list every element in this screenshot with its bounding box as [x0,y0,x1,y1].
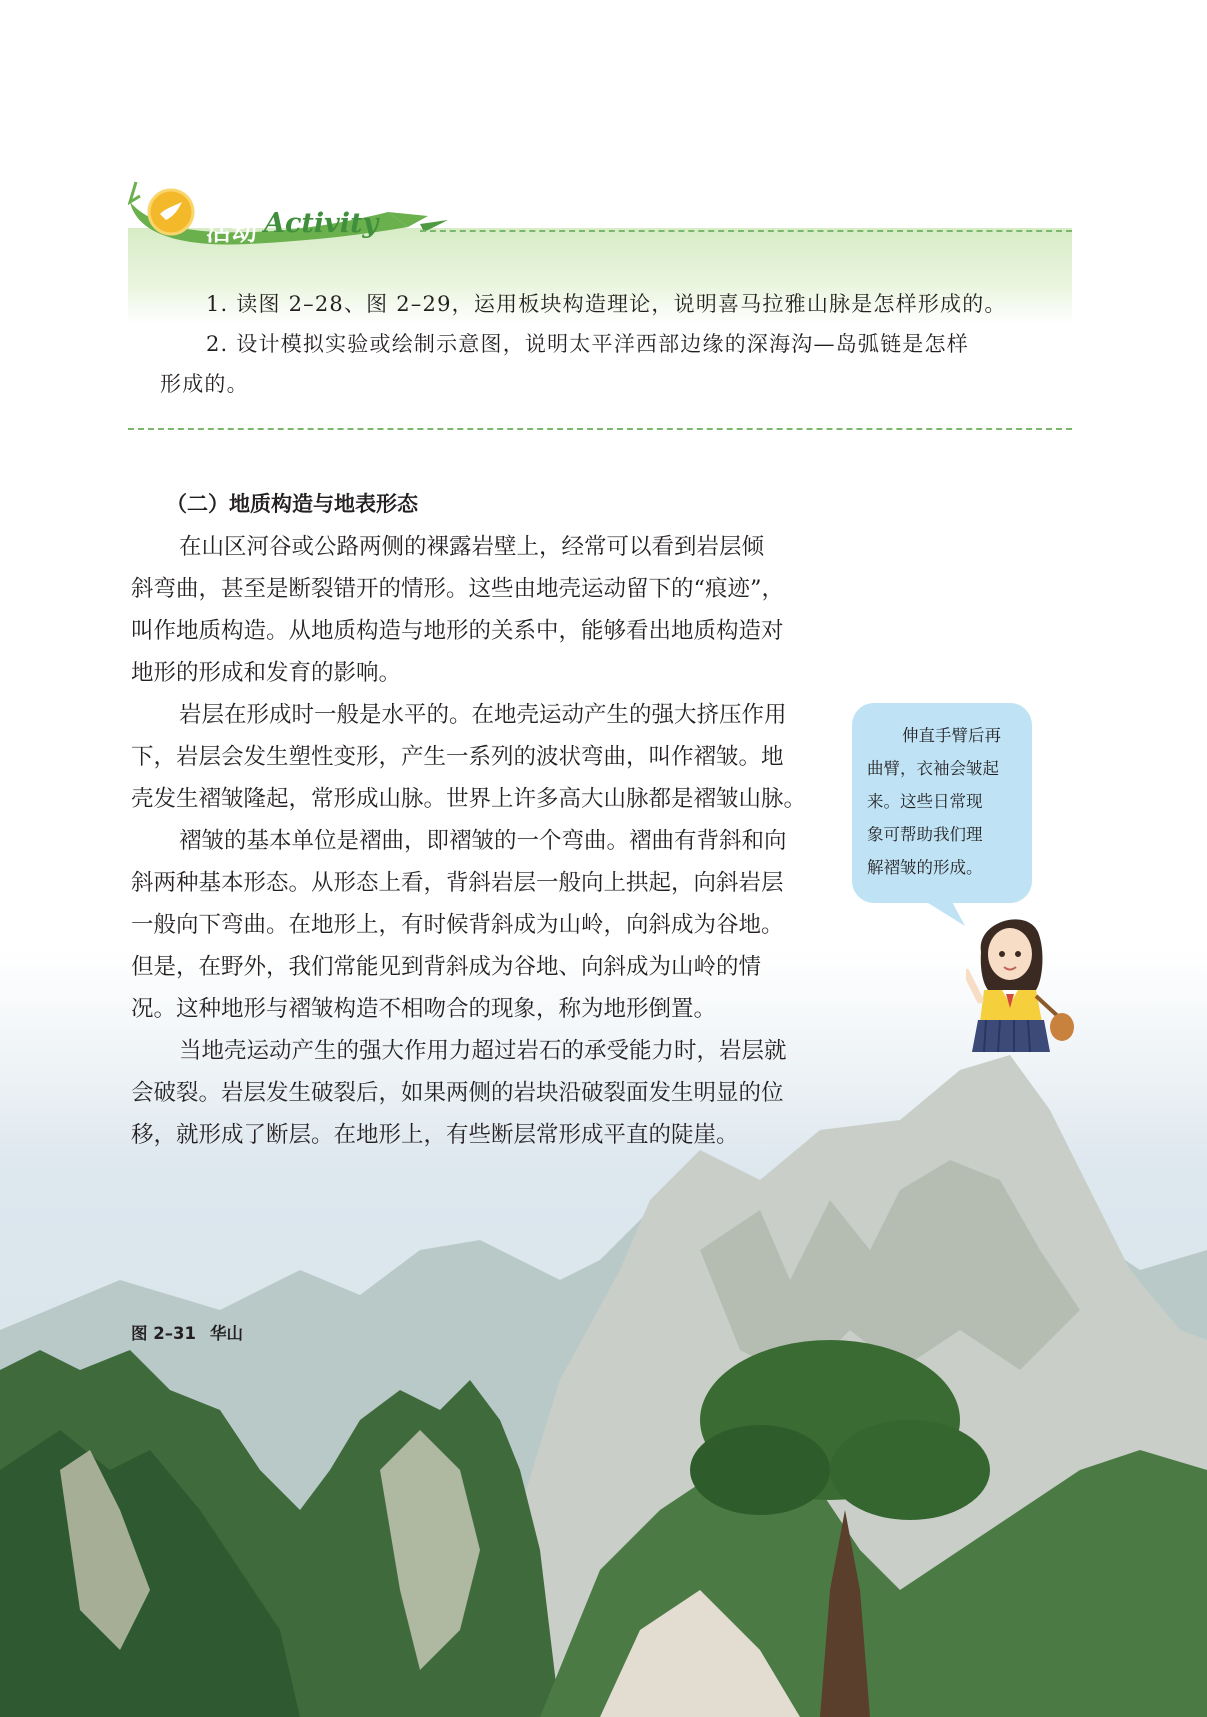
activity-item-1: 1. 读图 2–28、图 2–29，运用板块构造理论，说明喜马拉雅山脉是怎样形成的。 [206,292,1007,316]
activity-divider-bottom [128,428,1072,430]
bubble-line: 解褶皱的形成。 [867,858,983,877]
paragraph-line: 褶皱的基本单位是褶曲，即褶皱的一个弯曲。褶曲有背斜和向 [179,828,787,854]
section-title: （二）地质构造与地表形态 [166,492,418,516]
paragraph-line: 斜两种基本形态。从形态上看，背斜岩层一般向上拱起，向斜岩层 [131,870,784,896]
figure-number: 图 2–31 [131,1324,196,1343]
activity-label: 活动 [206,217,259,246]
bubble-line: 伸直手臂后再 [902,726,1001,745]
paragraph-line: 岩层在形成时一般是水平的。在地壳运动产生的强大挤压作用 [179,702,787,728]
paragraph-line: 但是，在野外，我们常能见到背斜成为谷地、向斜成为山岭的情 [131,954,762,980]
paragraph-line: 下，岩层会发生塑性变形，产生一系列的波状弯曲，叫作褶皱。地 [131,744,784,770]
paragraph-line: 况。这种地形与褶皱构造不相吻合的现象，称为地形倒置。 [131,996,717,1022]
bubble-line: 曲臂，衣袖会皱起 [867,759,999,778]
bubble-line: 来。这些日常现 [867,792,983,811]
paragraph-line: 会破裂。岩层发生破裂后，如果两侧的岩块沿破裂面发生明显的位 [131,1080,784,1106]
paragraph-line: 在山区河谷或公路两侧的裸露岩壁上，经常可以看到岩层倾 [179,534,765,560]
activity-box [128,172,1072,430]
activity-item-2: 2. 设计模拟实验或绘制示意图，说明太平洋西部边缘的深海沟—岛弧链是怎样 [206,332,969,356]
girl-illustration-icon [966,912,1076,1062]
paragraph-line: 地形的形成和发育的影响。 [131,660,402,686]
figure-caption [131,1320,243,1344]
activity-divider-top [420,230,1072,232]
speech-bubble-tail-icon [920,898,970,928]
paragraph-line: 当地壳运动产生的强大作用力超过岩石的承受能力时，岩层就 [179,1038,787,1064]
bubble-line: 象可帮助我们理 [867,825,983,844]
activity-item-2-continuation: 形成的。 [160,372,249,396]
paragraph-line: 移，就形成了断层。在地形上，有些断层常形成平直的陡崖。 [131,1122,739,1148]
paragraph-line: 斜弯曲，甚至是断裂错开的情形。这些由地壳运动留下的“痕迹”， [131,576,785,602]
paragraph-line: 壳发生褶皱隆起，常形成山脉。世界上许多高大山脉都是褶皱山脉。 [131,786,807,812]
activity-label-en: Activity [264,208,379,239]
paragraph-line: 一般向下弯曲。在地形上，有时候背斜成为山岭，向斜成为谷地。 [131,912,784,938]
figure-title: 华山 [209,1324,243,1343]
paragraph-line: 叫作地质构造。从地质构造与地形的关系中，能够看出地质构造对 [131,618,784,644]
